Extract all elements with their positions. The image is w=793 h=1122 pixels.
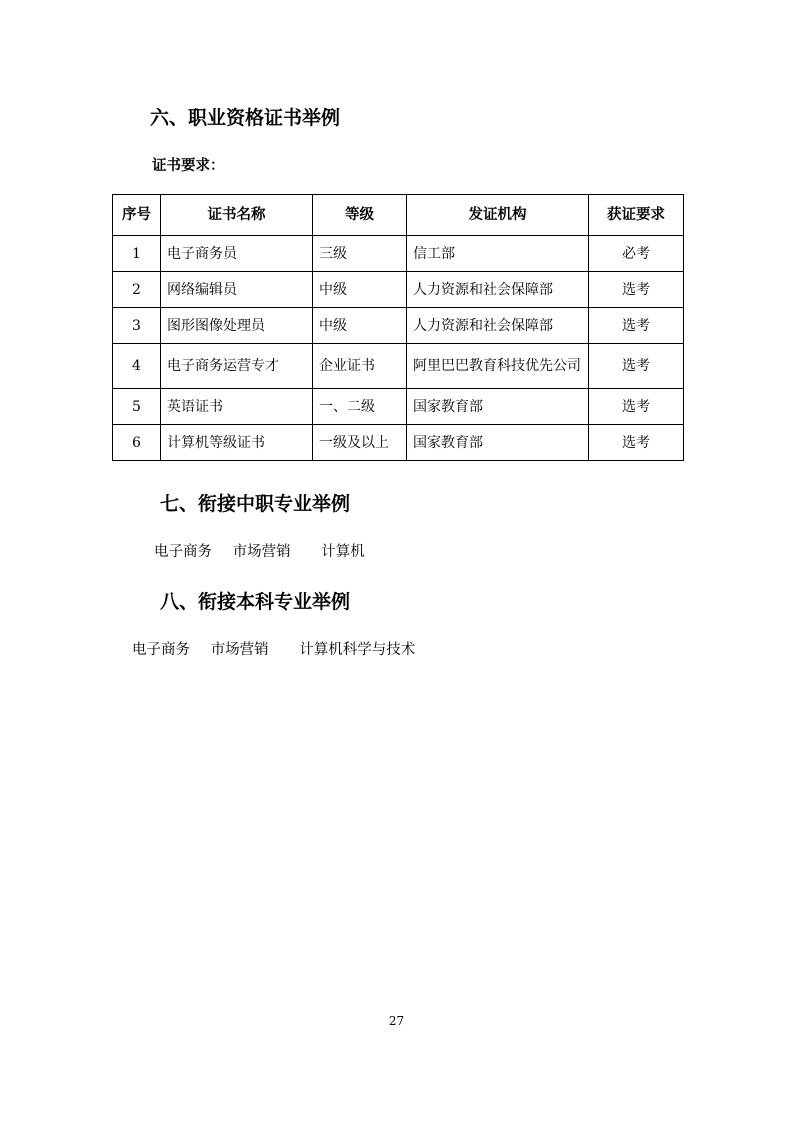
cell-name: 图形图像处理员	[161, 308, 313, 344]
section-7-heading: 七、衔接中职专业举例	[160, 493, 351, 515]
table-row	[113, 272, 684, 308]
table-header-row	[113, 195, 684, 236]
cell-name: 英语证书	[161, 389, 313, 425]
table-row	[113, 308, 684, 344]
cell-level: 中级	[313, 272, 407, 308]
cell-level: 企业证书	[313, 344, 407, 389]
cell-requirement: 必考	[589, 236, 684, 272]
cell-no: 3	[113, 308, 161, 344]
major-item: 电子商务	[132, 642, 190, 658]
cell-issuer: 阿里巴巴教育科技优先公司	[407, 344, 589, 389]
cell-issuer: 人力资源和社会保障部	[407, 308, 589, 344]
table-row	[113, 425, 684, 461]
cell-name: 计算机等级证书	[161, 425, 313, 461]
section-6-heading: 六、职业资格证书举例	[150, 107, 341, 129]
table-row	[113, 236, 684, 272]
cell-requirement: 选考	[589, 272, 684, 308]
header-level: 等级	[313, 195, 407, 236]
cell-issuer: 人力资源和社会保障部	[407, 272, 589, 308]
cell-name: 电子商务员	[161, 236, 313, 272]
major-item: 电子商务	[154, 544, 212, 560]
cell-level: 中级	[313, 308, 407, 344]
cell-issuer: 国家教育部	[407, 389, 589, 425]
header-issuer: 发证机构	[407, 195, 589, 236]
major-item: 计算机	[321, 544, 365, 560]
cell-level: 一、二级	[313, 389, 407, 425]
table-row	[113, 344, 684, 389]
major-item: 市场营销	[232, 544, 291, 560]
cell-issuer: 国家教育部	[407, 425, 589, 461]
certificate-requirements-label: 证书要求：	[152, 158, 225, 174]
cell-requirement: 选考	[589, 425, 684, 461]
major-item: 计算机科学与技术	[299, 642, 416, 658]
cell-name: 网络编辑员	[161, 272, 313, 308]
major-item: 市场营销	[210, 642, 269, 658]
header-no: 序号	[113, 195, 161, 236]
cell-name: 电子商务运营专才	[161, 344, 313, 389]
certificate-table	[112, 194, 684, 461]
secondary-majors-list	[154, 542, 365, 562]
header-requirement: 获证要求	[589, 195, 684, 236]
section-8-heading: 八、衔接本科专业举例	[160, 591, 351, 613]
cell-requirement: 选考	[589, 308, 684, 344]
cell-no: 4	[113, 344, 161, 389]
cell-issuer: 信工部	[407, 236, 589, 272]
table-row	[113, 389, 684, 425]
cell-no: 6	[113, 425, 161, 461]
page-number: 27	[388, 1014, 405, 1028]
undergraduate-majors-list	[132, 640, 415, 660]
cell-requirement: 选考	[589, 389, 684, 425]
header-name: 证书名称	[161, 195, 313, 236]
cell-no: 5	[113, 389, 161, 425]
cell-level: 三级	[313, 236, 407, 272]
cell-no: 2	[113, 272, 161, 308]
cell-requirement: 选考	[589, 344, 684, 389]
cell-no: 1	[113, 236, 161, 272]
cell-level: 一级及以上	[313, 425, 407, 461]
